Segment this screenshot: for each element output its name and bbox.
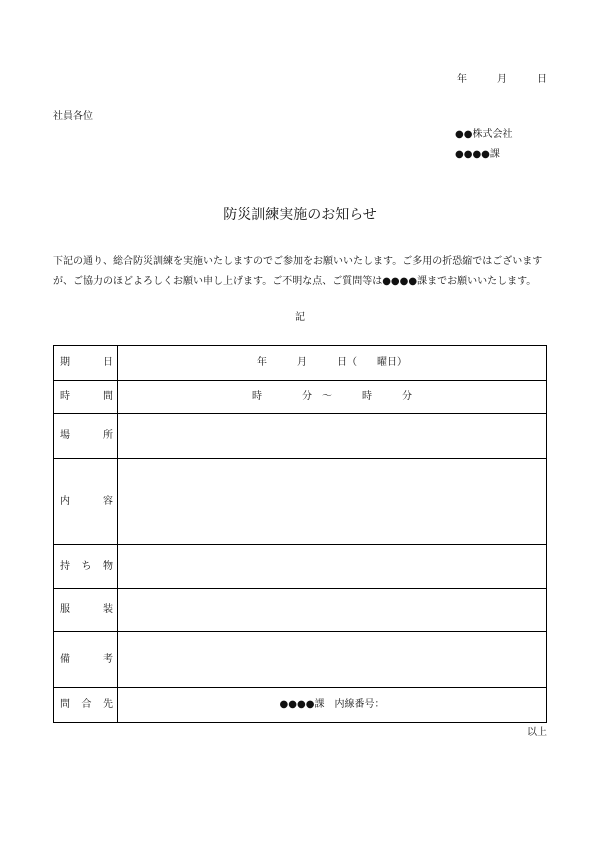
document-title: 防災訓練実施のお知らせ <box>223 207 377 223</box>
row-label <box>60 698 113 712</box>
label-char: 間 <box>103 391 113 402</box>
label-char: 容 <box>103 495 113 507</box>
label-char: 持 <box>60 560 70 572</box>
label-char: 備 <box>60 653 70 665</box>
label-char: 日 <box>103 357 113 368</box>
closing-mark: 以上 <box>527 727 547 738</box>
row-value: ●●●●課 内線番号： <box>279 699 385 710</box>
body-line: 下記の通り、総合防災訓練を実施いたしますのでご参加をお願いいたします。ご多用の折恐縮ではございます <box>53 256 543 267</box>
date-line: 年 月 日 <box>457 74 547 85</box>
row-content <box>54 459 546 545</box>
row-label-cell <box>54 414 118 458</box>
sender-block <box>455 125 512 165</box>
row-value <box>118 459 546 544</box>
sender-company: ●●株式会社 <box>455 129 513 140</box>
row-label-cell <box>54 459 118 544</box>
row-label <box>60 390 113 404</box>
row-date <box>54 346 546 381</box>
row-value <box>118 414 546 458</box>
row-value <box>118 632 546 687</box>
row-label <box>60 653 113 667</box>
row-value: 年 月 日（ 曜日） <box>257 357 407 368</box>
row-value: 時 分 ～ 時 分 <box>252 391 412 402</box>
row-value <box>118 589 546 631</box>
recipient: 社員各位 <box>53 111 93 122</box>
row-label <box>60 560 113 574</box>
row-label <box>60 356 113 370</box>
row-attire <box>54 589 546 632</box>
row-label-cell <box>54 589 118 631</box>
row-belongings <box>54 545 546 589</box>
row-label-cell <box>54 346 118 380</box>
row-label-cell <box>54 545 118 588</box>
body-line: が、ご協力のほどよろしくお願い申し上げます。ご不明な点、ご質問等は●●●●課までお願いいたします。 <box>53 276 537 287</box>
row-label-cell <box>54 381 118 413</box>
label-char: 場 <box>60 430 70 441</box>
label-char: 装 <box>103 604 113 615</box>
label-char: ち <box>81 560 92 572</box>
label-char: 物 <box>103 560 113 572</box>
row-label-cell <box>54 688 118 722</box>
record-heading: 記 <box>295 312 305 323</box>
row-label <box>60 603 113 617</box>
row-contact <box>54 688 546 723</box>
row-place <box>54 414 546 459</box>
label-char: 問 <box>60 699 70 710</box>
label-char: 合 <box>81 699 92 710</box>
label-char: 時 <box>60 391 70 402</box>
label-char: 所 <box>103 430 113 441</box>
row-label-cell <box>54 632 118 687</box>
details-table <box>53 345 547 723</box>
label-char: 先 <box>103 699 113 710</box>
label-char: 期 <box>60 357 70 368</box>
label-char: 服 <box>60 604 70 615</box>
row-time <box>54 381 546 414</box>
label-char: 内 <box>60 495 70 507</box>
label-char: 考 <box>103 653 113 665</box>
row-label <box>60 495 113 509</box>
sender-department: ●●●●課 <box>455 149 500 160</box>
row-value <box>118 545 546 588</box>
row-remarks <box>54 632 546 688</box>
body-text <box>53 252 547 292</box>
row-label <box>60 429 113 443</box>
